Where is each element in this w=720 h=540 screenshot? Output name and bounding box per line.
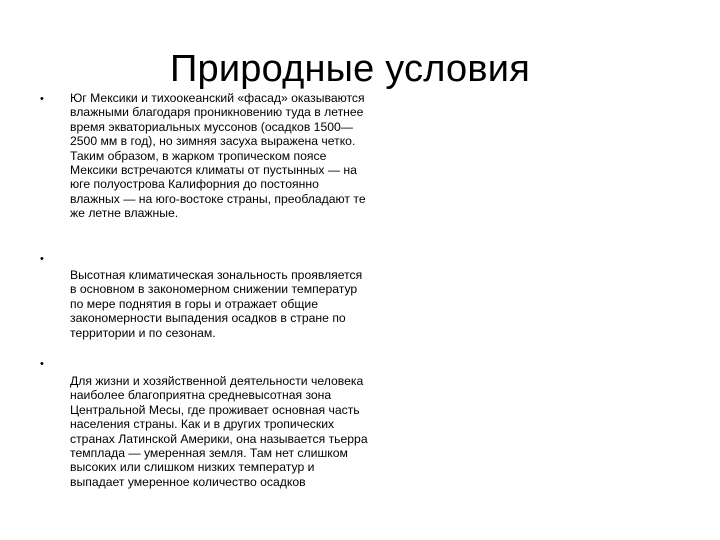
paragraph-monsoons: Юг Мексики и тихоокеанский «фасад» оказываются влажными благодаря проникновению туда в летнее время экваториальных муссонов (осадков 1500—2500 мм в год), но зимняя засуха выражена четко. Таким образом, в жарком тропическом поясе Мексики встречаются климаты от пустынных — на юге полуострова Калифорния до постоянно влажных — на юго-востоке страны, преобладают те же летне влажные. xyxy=(70,91,366,221)
paragraph-central-mesa: Для жизни и хозяйственной деятельности человека наиболее благоприятна средневысотная зона Центральной Месы, где проживает основная часть населения страны. Как и в других тропических странах Латинской Америки, она называется тьерра темплада — умеренная земля. Там нет слишком высоких или слишком низких температур и выпадает умеренное количество осадков xyxy=(70,374,368,489)
paragraph-altitude-zonality: Высотная климатическая зональность проявляется в основном в закономерном снижении температур по мере поднятия в горы и отражает общие закономерности выпадения осадков в стране по территории и по сезонам. xyxy=(70,268,363,340)
bullet-marker: • xyxy=(40,93,44,105)
bullet-marker: • xyxy=(40,358,44,370)
slide-title: Природные условия xyxy=(170,48,530,90)
bullet-marker: • xyxy=(40,253,44,265)
